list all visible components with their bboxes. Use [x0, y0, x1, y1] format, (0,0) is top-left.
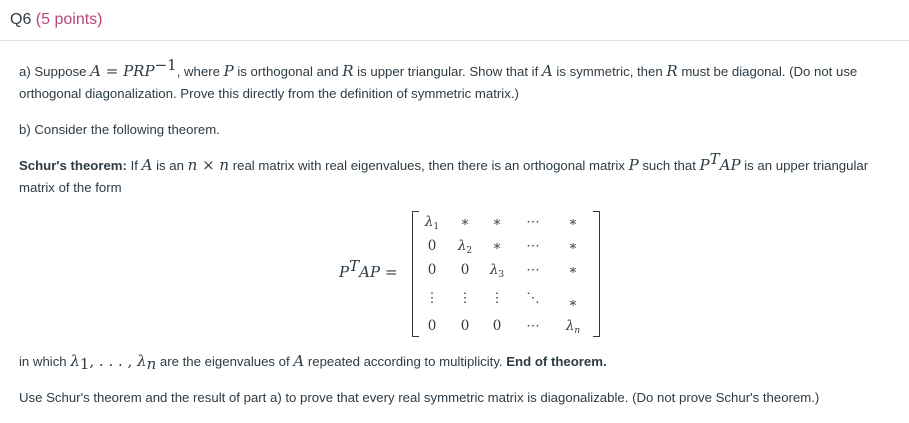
schur-text-4: such that	[638, 158, 700, 173]
matrix-cell: ∗	[460, 214, 470, 230]
question-number: Q6	[10, 11, 32, 28]
matrix-cell: $\lambda_3$	[489, 262, 505, 280]
matrix-lhs-P: P	[339, 263, 350, 281]
schur-text-3: real matrix with real eigenvalues, then there is an orthogonal matrix	[229, 158, 629, 173]
math-inverse-sup: −1	[154, 56, 177, 74]
part-a-text-5: is symmetric, then	[552, 64, 667, 79]
schur-title: Schur's theorem:	[19, 158, 127, 173]
math-P-2: P	[699, 156, 710, 174]
matrix-cell: ∗	[568, 295, 578, 311]
matrix-cell: ∗	[568, 214, 578, 230]
matrix-cell: ∗	[568, 238, 578, 254]
matrix-cell: ∗	[568, 262, 578, 278]
math-R-2: R	[666, 62, 678, 80]
note-text-3: repeated according to multiplicity.	[304, 354, 507, 369]
matrix-cell: $\lambda_1$	[424, 214, 440, 232]
question-header	[10, 11, 103, 29]
matrix-cell: 0	[460, 318, 470, 334]
part-a-text-1: a) Suppose	[19, 64, 91, 79]
matrix-cell: 0	[460, 262, 470, 278]
matrix-lhs	[339, 257, 398, 281]
math-P: P	[223, 62, 234, 80]
matrix-cell: ∗	[492, 238, 502, 254]
note-text-1: in which	[19, 354, 71, 369]
math-R: R	[342, 62, 354, 80]
matrix-lhs-equals: =	[380, 263, 398, 281]
schur-theorem-text	[19, 150, 894, 199]
math-transpose-sup: T	[709, 150, 720, 168]
math-times: ×	[197, 156, 220, 174]
math-A: A	[90, 62, 101, 80]
part-b-intro: b) Consider the following theorem.	[19, 122, 220, 137]
schur-text-1: If	[126, 158, 142, 173]
upper-triangular-matrix	[412, 211, 600, 337]
note-text-2: are the eigenvalues of	[156, 354, 294, 369]
math-A: A	[141, 156, 153, 174]
math-PRP: PRP	[123, 62, 155, 80]
schur-text-5: is an upper triangular matrix of the form	[19, 158, 869, 195]
part-a-text-4: is upper triangular. Show that if	[353, 64, 542, 79]
matrix-cell: ⋮	[490, 290, 504, 306]
matrix-cell: ⋯	[526, 238, 540, 254]
matrix-cell: $\lambda_2$	[457, 238, 473, 256]
matrix-cell: ∗	[492, 214, 502, 230]
matrix-cell: 0	[427, 238, 437, 254]
matrix-lhs-T: T	[349, 257, 360, 275]
part-a-text-3: is orthogonal and	[233, 64, 343, 79]
math-sub-n: n	[146, 355, 157, 373]
end-of-theorem: End of theorem.	[506, 354, 607, 369]
matrix-cell: $\lambda_n$	[565, 318, 581, 336]
math-dots: , . . . ,	[89, 352, 138, 370]
matrix-cell: ⋮	[458, 290, 472, 306]
math-lambda-n: λ	[137, 352, 147, 370]
matrix-cell: ⋯	[526, 214, 540, 230]
math-sub-1: 1	[79, 355, 90, 373]
math-n: n	[187, 156, 198, 174]
matrix-cell: ⋯	[526, 262, 540, 278]
matrix-right-bracket	[593, 211, 600, 337]
matrix-cell: ⋱	[526, 290, 540, 306]
part-a-text-2: , where	[176, 64, 224, 79]
part-a-text	[19, 56, 894, 105]
final-instruction: Use Schur's theorem and the result of part a) to prove that every real symmetric matrix is diagonalizable. (Do not prove Schur's theorem.)	[19, 390, 820, 405]
math-lambda-1: λ	[70, 352, 80, 370]
matrix-cell: 0	[492, 318, 502, 334]
matrix-cell: ⋮	[425, 290, 439, 306]
header-divider	[0, 40, 909, 41]
matrix-cell: 0	[427, 262, 437, 278]
matrix-lhs-AP: AP	[359, 263, 381, 281]
math-equals: =	[100, 62, 124, 80]
schur-text-2: is an	[152, 158, 188, 173]
matrix-cell: ⋯	[526, 318, 540, 334]
math-A-2: A	[541, 62, 553, 80]
math-AP: AP	[719, 156, 741, 174]
matrix-cell: 0	[427, 318, 437, 334]
math-P: P	[628, 156, 639, 174]
math-n-2: n	[219, 156, 230, 174]
question-points: (5 points)	[35, 11, 103, 28]
math-A: A	[293, 352, 305, 370]
eigenvalue-note	[19, 350, 894, 373]
part-a-text-6: must be diagonal. (Do not use orthogonal diagonalization. Prove this directly from the definition of symmetric matrix.)	[19, 64, 858, 101]
